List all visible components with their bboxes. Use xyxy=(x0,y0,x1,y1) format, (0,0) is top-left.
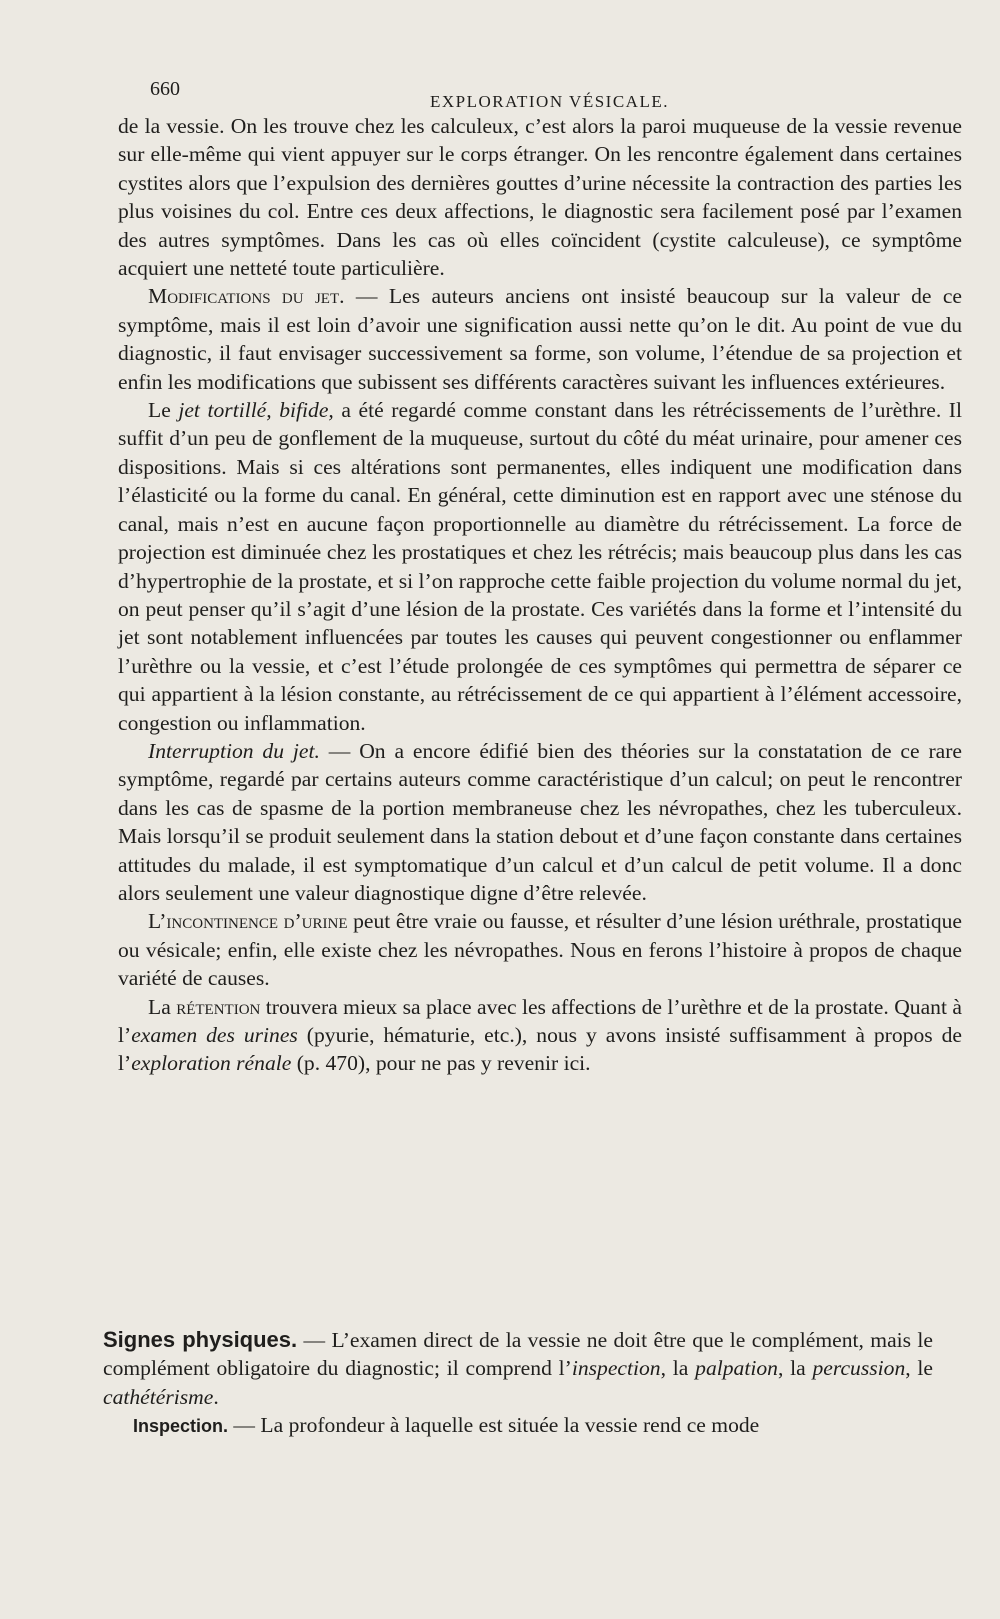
paragraph-interruption-du-jet xyxy=(118,737,962,907)
italic-term-catheterisme: cathétérisme xyxy=(103,1384,214,1409)
running-title: EXPLORATION VÉSICALE. xyxy=(430,92,669,111)
paragraph-incontinence xyxy=(118,907,962,992)
paragraph-lead: Le xyxy=(148,398,179,423)
paragraph-text: — On a encore édifié bien des théories sur la constatation de ce rare symptôme, regardé par certains auteurs comme caractéristique d’un calcul; on peut le rencontrer dans les cas de spasme de la portion membraneuse chez les névropathes, chez les tuberculeux. Mais lorsqu’il se produit seulement dans la station debout et d’une façon constante dans certaines attitudes du malade, il est symptomatique d’un calcul et d’un calcul de petit volume. Il a donc alors seulement une valeur diagnostique digne d’être relevée. xyxy=(118,738,962,905)
italic-term-palpation: palpation xyxy=(695,1356,778,1381)
page-number: 660 xyxy=(150,78,180,100)
italic-term-examen-des-urines: examen des urines xyxy=(131,1023,298,1047)
section-heading-retention: rétention xyxy=(176,994,261,1019)
paragraph-modifications-du-jet xyxy=(118,282,962,396)
paragraph-text: — L’examen direct de la vessie ne doit être que le complément, mais le complément obligatoire du diagnostic; il comprend l’ xyxy=(103,1328,934,1381)
paragraph-text: , la xyxy=(660,1356,696,1381)
section-heading-signes-physiques: Signes physiques. xyxy=(103,1327,298,1352)
paragraph-jet-tortille xyxy=(118,396,962,737)
paragraph-text: peut être vraie ou fausse, et résulter d’une lésion uréthrale, prostatique ou vésicale; enfin, elle existe chez les névropathes. Nous en ferons l’histoire à propos de chaque variété de causes. xyxy=(118,909,962,991)
section-heading-incontinence: L’incontinence d’urine xyxy=(148,909,348,934)
section-heading-modifications-du-jet: Modifications du jet. xyxy=(148,284,345,309)
paragraph-calculeux xyxy=(118,112,962,282)
paragraph-text: — Les auteurs anciens ont insisté beaucoup sur la valeur de ce symptôme, mais il est loin d’avoir une signification aussi nette qu’on le dit. Au point de vue du diagnostic, il faut envisager successivement sa forme, son volume, l’étendue de sa projection et enfin les modifications que subissent ses différents caractères suivant les influences extérieures. xyxy=(118,284,962,394)
italic-term-exploration-renale: exploration rénale xyxy=(131,1051,292,1076)
italic-term-jet-tortille: jet tortillé, bifide, xyxy=(178,398,334,423)
paragraph-text: (p. 470), pour ne pas y revenir ici. xyxy=(291,1051,591,1076)
paragraph-text: a été regardé comme constant dans les rétrécissements de l’urèthre. Il suffit d’un peu de gonflement de la muqueuse, surtout du côté du méat urinaire, pour amener ces dispositions. Mais si ces altérations sont permanentes, elles indiquent une modification dans l’élasticité ou la forme du canal. En général, cette diminution est en rapport avec une sténose du canal, mais n’est en aucune façon proportionnelle au diamètre du rétrécissement. La force de projection est diminuée chez les prostatiques et chez les rétrécis; mais beaucoup plus dans les cas d’hypertrophie de la prostate, et si l’on rapproche cette faible projection du volume normal du jet, on peut penser qu’il s’agit d’une lésion de la prostate. Ces variétés dans la forme et l’intensité du jet sont notablement influencées par toutes les causes qui peuvent congestionner ou enflammer l’urèthre ou la vessie, et c’est l’étude prolongée de ces symptômes qui permettra de séparer ce qui appartient à la lésion constante, au rétrécissement de ce qui appartient à l’élément accessoire, congestion ou inflammation. xyxy=(118,398,962,735)
italic-term-percussion: percussion xyxy=(812,1356,906,1381)
italic-term-inspection: inspection xyxy=(571,1356,661,1381)
signes-physiques-section xyxy=(103,1326,933,1441)
section-heading-inspection: Inspection. xyxy=(133,1416,229,1437)
paragraph-text: trouvera mieux sa place avec les affections de l’urèthre et de la prostate. Quant à l’ xyxy=(118,994,962,1047)
paragraph-signes-physiques xyxy=(103,1326,933,1411)
paragraph-text: — La profondeur à laquelle est située la vessie rend ce mode xyxy=(228,1413,760,1438)
paragraph-retention xyxy=(118,993,962,1078)
body-text xyxy=(118,112,962,1078)
page-header xyxy=(150,78,950,111)
paragraph-text: , le xyxy=(905,1356,934,1381)
paragraph-text: , la xyxy=(777,1356,813,1381)
section-heading-interruption-du-jet: Interruption du jet. xyxy=(148,738,320,763)
paragraph-inspection xyxy=(103,1411,933,1440)
paragraph-lead: La xyxy=(148,994,177,1019)
paragraph-text: . xyxy=(213,1384,219,1409)
paragraph-text: de la vessie. On les trouve chez les calculeux, c’est alors la paroi muqueuse de la vessie revenue sur elle-même qui vient appuyer sur le corps étranger. On les rencontre également dans certaines cystites alors que l’expulsion des dernières gouttes d’urine nécessite la contraction des parties les plus voisines du col. Entre ces deux affections, le diagnostic sera facilement posé par l’examen des autres symptômes. Dans les cas où elles coïncident (cystite calculeuse), ce symptôme acquiert une netteté toute particulière. xyxy=(118,114,962,281)
paragraph-text: (pyurie, hématurie, etc.), nous y avons insisté suffisamment à propos de l’ xyxy=(118,1023,962,1076)
